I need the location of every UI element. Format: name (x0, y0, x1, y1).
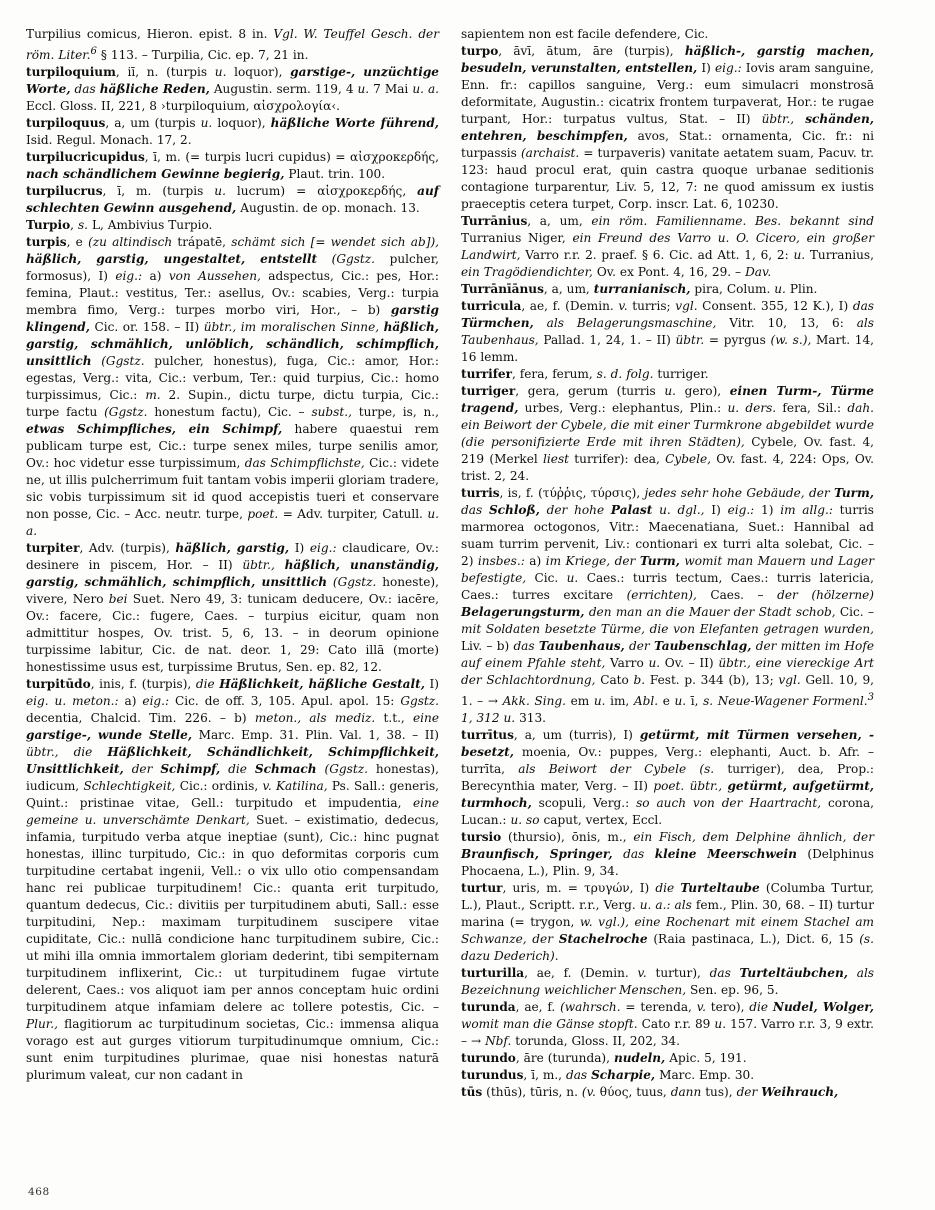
dict-entry-turris: turris, is, f. (τύῤῥις, τύρσις), jedes sehr hohe Gebäude, der Turm, das Schloß, der hohe Palast u. dgl., I) eig.: 1) im allg.: turris marmorea octogonos, Vitr.: Maecenatiana, Suet.: Hannibal ad suam turrim pervenit, Liv.: contionari ex turri alta solebat, Cic. – 2) insbes.: a) im Kriege, der Turm, womit man Mauern und Lager befestigte, Cic. u. Caes.: turris tectum, Caes.: turris latericia, Caes.: turres excitare (errichten), Caes. – der (hölzerne) Belagerungsturm, den man an die Mauer der Stadt schob, Cic. – mit Soldaten besetzte Türme, die von Elefanten getragen wurden, Liv. – b) das Taubenhaus, der Taubenschlag, der mitten im Hofe auf einem Pfahle steht, Varro u. Ov. – II) übtr., eine viereckige Art der Schlachtordnung, Cato b. Fest. p. 344 (b), 13; vgl. Gell. 10, 9, 1. – → Akk. Sing. em u. im, Abl. e u. ī, s. Neue-Wagener Formenl.$^3$ 1, 312 u. 313. (461, 486, 875, 726)
dict-entry-turturilla: turturilla, ae, f. (Demin. v. turtur), das Turteltäubchen, als Bezeichnung weichlicher Menschen, Sen. ep. 96, 5. (461, 966, 875, 998)
dict-entry-turundus: turundus, ī, m., das Scharpie, Marc. Emp. 30. (461, 1068, 755, 1083)
dict-entry-turpilucrus: turpilucrus, ī, m. (turpis u. lucrum) = αἰσχροκερδής, auf schlechten Gewinn ausgehend, Augustin. de op. monach. 13. (26, 184, 439, 216)
dict-entry-turpiloquus: turpiloquus, a, um (turpis u. loquor), häßliche Worte führend, Isid. Regul. Monach. 17, 2. (26, 116, 439, 148)
dict-entry-tus: tūs (thūs), tūris, n. (v. θύος, tuus, dann tus), der Weihrauch, (461, 1085, 839, 1100)
dict-entry-turpo: turpo, āvī, ātum, āre (turpis), häßlich-, garstig machen, besudeln, verunstalten, entstellen, I) eig.: Iovis aram sanguine, Enn. fr.: capillos sanguine, Verg.: eum simulacri monstrosā deformitate, Augustin.: cicatrix frontem turpaverat, Hor.: te rugae turpant, Hor.: turpatus vultus, Stat. – II) übtr., schänden, entehren, beschimpfen, avos, Stat.: ornamenta, Cic. fr.: ni turpassis (archaist. = turpaveris) vanitate aetatem suam, Pacuv. tr. 123: haud procul erat, quin castra quoque urbanae seditionis contagione turparentur, Liv. 5, 12, 7: ne quod amissum ex iustis praeceptis cetera turpet, Corp. inscr. Lat. 6, 10230. (461, 44, 875, 211)
right-column (461, 26, 874, 1161)
dict-entry-turpiter: turpiter, Adv. (turpis), häßlich, garstig, I) eig.: claudicare, Ov.: desinere in piscem, Hor. – II) übtr., häßlich, unanständig, garstig, schmählich, schimpflich, unsittlich (Ggstz. honeste), vivere, Nero bei Suet. Nero 49, 3: tunicam deducere, Ov.: iacēre, Ov.: facere, Cic.: fugere, Caes. – turpius eicitur, quam non admittitur hospes, Ov. trist. 5, 6, 13. – in deorum opinione turpissime labitur, Cic. de nat. deor. 1, 29: Cato illā (morte) honestissime usus est, turpissime Brutus, Sen. ep. 82, 12. (26, 541, 439, 675)
dict-entry-turranius: Turrānius, a, um, ein röm. Familienname. Bes. bekannt sind Turranius Niger, ein Freund des Varro u. O. Cicero, ein großer Landwirt, Varro r.r. 2. praef. § 6. Cic. ad Att. 1, 6, 2: u. Turranius, ein Tragödiendichter, Ov. ex Pont. 4, 16, 29. – Dav. (461, 214, 875, 279)
dict-entry-turritus: turrītus, a, um (turris), I) getürmt, mit Türmen versehen, -besetzt, moenia, Ov.: puppes, Verg.: elephanti, Auct. b. Afr. – turrīta, als Beiwort der Cybele (s. turriger), dea, Prop.: Berecynthia mater, Verg. – II) poet. übtr., getürmt, aufgetürmt, turmhoch, scopuli, Verg.: so auch von der Haartracht, corona, Lucan.: u. so caput, vertex, Eccl. (461, 728, 874, 828)
dict-entry-turpilucricupidus: turpilucricupidus, ī, m. (= turpis lucri cupidus) = αἰσχροκερδής, nach schändlichem Gewinne begierig, Plaut. trin. 100. (26, 150, 439, 182)
dict-entry-turranianus: Turrānīānus, a, um, turranianisch, pira, Colum. u. Plin. (461, 282, 818, 296)
dict-entry-turpitudo: turpitūdo, inis, f. (turpis), die Häßlichkeit, häßliche Gestalt, I) eig. u. meton.: a) eig.: Cic. de off. 3, 105. Apul. apol. 15: Ggstz. decentia, Chalcid. Tim. 226. – b) meton., als mediz. t.t., eine garstige-, wunde Stelle, Marc. Emp. 31. Plin. Val. 1, 38. – II) übtr., die Häßlichkeit, Schändlichkeit, Schimpflichkeit, Unsittlichkeit, der Schimpf, die Schmach (Ggstz. honestas), iudicum, Schlechtigkeit, Cic.: ordinis, v. Katilina, Ps. Sall.: generis, Quint.: pristinae vitae, Gell.: turpitudo et impudentia, eine gemeine u. unverschämte Denkart, Suet. – existimatio, dedecus, infamia, turpitudo verba atque ineptiae (sunt), Cic.: hinc pugnat honestas, illinc turpitudo, Cic.: in quo deformitas corporis cum turpitudine certabat ingenii, Vell.: o vix ullo otio compensandam hanc rei publicae turpitudinem! Cic.: quanta erit turpitudo, quantum dedecus, Cic.: divitiis per turpitudinem abuti, Sall.: esse turpitudini, Nep.: maximam turpitudinem suscipere vitae cupiditate, Cic.: nullā condicione hanc turpitudinem subire, Cic.: ut mihi illa omnia immortalem gloriam dederint, tibi sempiternam turpitudinem inflixerint, Cic.: ut turpitudinem fugae virtute delerent, Caes.: vos aliquot iam per annos conceptam huic ordini turpitudinem atque infamiam delere ac tollere potestis, Cic. – Plur., flagitiorum ac turpitudinum societas, Cic.: immensa aliqua vorago est aut gurges vitiorum turpitudinumque omnium, Cic.: sunt enim turpitudines plurimae, quae nisi honestas naturā plurimum valeat, cur non cadant in (26, 677, 439, 1083)
dict-entry-turundo: turundo, āre (turunda), nudeln, Apic. 5, 191. (461, 1051, 747, 1066)
dict-entry-turtur: turtur, uris, m. = τρυγών, I) die Turteltaube (Columba Turtur, L.), Plaut., Scriptt. r.r., Verg. u. a.: als fem., Plin. 30, 68. – II) turtur marina (= trygon, w. vgl.), eine Rochenart mit einem Stachel am Schwanze, der Stachelroche (Raia pastinaca, L.), Dict. 6, 15 (s. dazu Dederich). (461, 881, 874, 964)
dict-entry-turrifer: turrifer, fera, ferum, s. d. folg. turriger. (461, 367, 709, 381)
dict-entry-turricula: turricula, ae, f. (Demin. v. turris; vgl. Consent. 355, 12 K.), I) das Türmchen, als Belagerungsmaschine, Vitr. 10, 13, 6: als Taubenhaus, Pallad. 1, 24, 1. – II) übtr. = pyrgus (w. s.), Mart. 14, 16 lemm. (461, 299, 874, 364)
page-number: 468 (28, 1186, 50, 1198)
left-column (26, 26, 439, 1161)
page-columns (26, 26, 909, 1161)
dict-entry-turpiloquium: turpiloquium, iī, n. (turpis u. loquor), garstige-, unzüchtige Worte, das häßliche Reden, Augustin. serm. 119, 4 u. 7 Mai u. a. Eccl. Gloss. II, 221, 8 ›turpiloquium, αἰσχρολογία‹. (26, 65, 439, 114)
dict-entry-tursio: tursio (thursio), ōnis, m., ein Fisch, dem Delphine ähnlich, der Braunfisch, Springer, das kleine Meerschwein (Delphinus Phocaena, L.), Plin. 9, 34. (461, 830, 874, 879)
dict-entry-turpilius-continuation: Turpilius comicus, Hieron. epist. 8 in. Vgl. W. Teuffel Gesch. der röm. Liter.$^6$ § 113. – Turpilia, Cic. ep. 7, 21 in. (26, 27, 439, 63)
dict-entry-turriger: turriger, gera, gerum (turris u. gero), einen Turm-, Türme tragend, urbes, Verg.: elephantus, Plin.: u. ders. fera, Sil.: dah. ein Beiwort der Cybele, die mit einer Turmkrone abgebildet wurde (die personifizierte Erde mit ihren Städten), Cybele, Ov. fast. 4, 219 (Merkel liest turrifer): dea, Cybele, Ov. fast. 4, 224: Ops, Ov. trist. 2, 24. (461, 384, 875, 483)
dict-entry-turpitudo-continuation: sapientem non est facile defendere, Cic. (461, 27, 709, 41)
dict-entry-turunda: turunda, ae, f. (wahrsch. = terenda, v. tero), die Nudel, Wolger, womit man die Gänse stopft. Cato r.r. 89 u. 157. Varro r.r. 3, 9 extr. – → Nbf. torunda, Gloss. II, 202, 34. (461, 1000, 875, 1049)
dict-entry-turpio: Turpio, s. L, Ambivius Turpio. (26, 218, 213, 233)
dict-entry-turpis: turpis, e (zu altindisch trápatē, schämt sich [= wendet sich ab]), häßlich, garstig, ungestaltet, entstellt (Ggstz. pulcher, formosus), I) eig.: a) von Aussehen, adspectus, Cic.: pes, Hor.: femina, Plaut.: vestitus, Ter.: asellus, Ov.: scabies, Verg.: turpia membra fimo, Verg.: turpes morbo viri, Hor., – b) garstig klingend, Cic. or. 158. – II) übtr., im moralischen Sinne, häßlich, garstig, schmählich, unlöblich, schändlich, schimpflich, unsittlich (Ggstz. pulcher, honestus), fuga, Cic.: amor, Hor.: egestas, Verg.: vita, Cic.: verbum, Ter.: quid turpius, Cic.: homo turpissimus, Cic.: m. 2. Supin., dictu turpe, dictu turpia, Cic.: turpe factu (Ggstz. honestum factu), Cic. – subst., turpe, is, n., etwas Schimpfliches, ein Schimpf, habere quaestui rem publicam turpe est, Cic.: turpe senex miles, turpe senilis amor, Ov.: hoc videtur esse turpissimum, das Schimpflichste, Cic.: videte ne, ut illis pulcherrimum fuit tantam vobis imperii gloriam tradere, sic vobis turpissimum sit id quod accepistis tueri et conservare non posse, Cic. – Acc. neutr. turpe, poet. = Adv. turpiter, Catull. u. a. (26, 235, 440, 539)
